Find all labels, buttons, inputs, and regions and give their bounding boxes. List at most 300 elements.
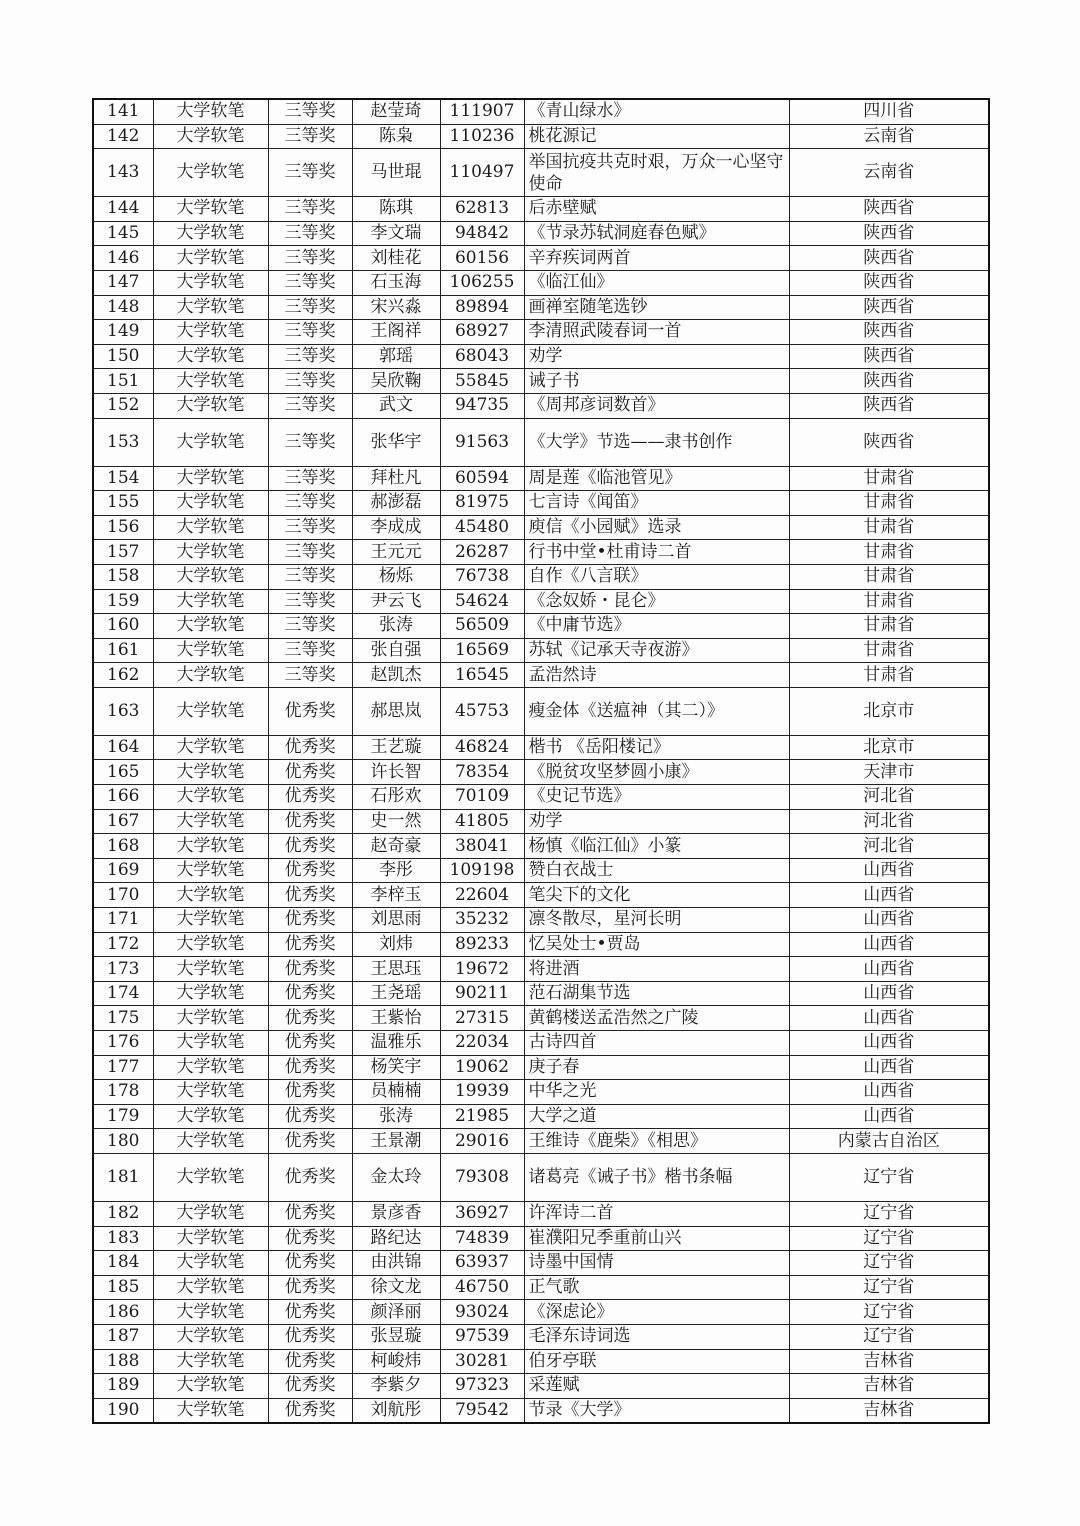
name-cell: 陈琪	[352, 197, 440, 222]
region-cell: 陕西省	[789, 344, 989, 369]
table-row	[93, 1104, 989, 1129]
table-row	[93, 369, 989, 394]
award-cell: 优秀奖	[268, 1398, 352, 1423]
category-cell: 大学软笔	[153, 149, 268, 197]
work-title-cell: 庾信《小园赋》选录	[524, 515, 789, 540]
work-title-cell: 凛冬散尽，星河长明	[524, 908, 789, 933]
entry-id-cell: 46824	[440, 735, 524, 760]
award-cell: 优秀奖	[268, 1275, 352, 1300]
row-number: 172	[93, 932, 153, 957]
award-cell: 优秀奖	[268, 834, 352, 859]
entry-id-cell: 35232	[440, 908, 524, 933]
entry-id-cell: 22034	[440, 1031, 524, 1056]
award-cell: 三等奖	[268, 124, 352, 149]
entry-id-cell: 63937	[440, 1251, 524, 1276]
name-cell: 李成成	[352, 515, 440, 540]
table-row	[93, 614, 989, 639]
table-row	[93, 908, 989, 933]
region-cell: 内蒙古自治区	[789, 1129, 989, 1154]
entry-id-cell: 94842	[440, 221, 524, 246]
name-cell: 武文	[352, 393, 440, 418]
row-number: 184	[93, 1251, 153, 1276]
entry-id-cell: 45480	[440, 515, 524, 540]
entry-id-cell: 36927	[440, 1201, 524, 1226]
work-title-cell: 后赤壁赋	[524, 197, 789, 222]
table-row	[93, 735, 989, 760]
row-number: 153	[93, 418, 153, 466]
table-row	[93, 883, 989, 908]
category-cell: 大学软笔	[153, 197, 268, 222]
entry-id-cell: 45753	[440, 687, 524, 735]
name-cell: 石玉海	[352, 270, 440, 295]
entry-id-cell: 110497	[440, 149, 524, 197]
region-cell: 河北省	[789, 785, 989, 810]
award-cell: 三等奖	[268, 466, 352, 491]
region-cell: 辽宁省	[789, 1324, 989, 1349]
row-number: 185	[93, 1275, 153, 1300]
table-row	[93, 589, 989, 614]
row-number: 164	[93, 735, 153, 760]
award-cell: 三等奖	[268, 369, 352, 394]
row-number: 158	[93, 564, 153, 589]
entry-id-cell: 21985	[440, 1104, 524, 1129]
row-number: 180	[93, 1129, 153, 1154]
entry-id-cell: 68043	[440, 344, 524, 369]
entry-id-cell: 97323	[440, 1374, 524, 1399]
table-row	[93, 957, 989, 982]
entry-id-cell: 111907	[440, 99, 524, 124]
award-cell: 优秀奖	[268, 687, 352, 735]
award-cell: 优秀奖	[268, 1300, 352, 1325]
region-cell: 北京市	[789, 687, 989, 735]
award-cell: 优秀奖	[268, 1201, 352, 1226]
name-cell: 宋兴淼	[352, 295, 440, 320]
work-title-cell: 范石湖集节选	[524, 981, 789, 1006]
name-cell: 王元元	[352, 540, 440, 565]
region-cell: 辽宁省	[789, 1201, 989, 1226]
category-cell: 大学软笔	[153, 1080, 268, 1105]
entry-id-cell: 89894	[440, 295, 524, 320]
name-cell: 陈枭	[352, 124, 440, 149]
entry-id-cell: 16569	[440, 638, 524, 663]
award-cell: 优秀奖	[268, 883, 352, 908]
table-row	[93, 809, 989, 834]
award-cell: 优秀奖	[268, 1324, 352, 1349]
work-title-cell: 《周邦彦词数首》	[524, 393, 789, 418]
region-cell: 吉林省	[789, 1374, 989, 1399]
award-cell: 优秀奖	[268, 1251, 352, 1276]
category-cell: 大学软笔	[153, 344, 268, 369]
award-cell: 优秀奖	[268, 1080, 352, 1105]
category-cell: 大学软笔	[153, 369, 268, 394]
work-title-cell: 《青山绿水》	[524, 99, 789, 124]
category-cell: 大学软笔	[153, 834, 268, 859]
work-title-cell: 《史记节选》	[524, 785, 789, 810]
work-title-cell: 黄鹤楼送孟浩然之广陵	[524, 1006, 789, 1031]
name-cell: 王思珏	[352, 957, 440, 982]
row-number: 167	[93, 809, 153, 834]
category-cell: 大学软笔	[153, 295, 268, 320]
table-row	[93, 1251, 989, 1276]
category-cell: 大学软笔	[153, 1324, 268, 1349]
name-cell: 杨笑宇	[352, 1055, 440, 1080]
row-number: 175	[93, 1006, 153, 1031]
name-cell: 拜杜凡	[352, 466, 440, 491]
table-row	[93, 1006, 989, 1031]
award-cell: 三等奖	[268, 491, 352, 516]
category-cell: 大学软笔	[153, 735, 268, 760]
award-cell: 三等奖	[268, 197, 352, 222]
row-number: 143	[93, 149, 153, 197]
table-row	[93, 149, 989, 197]
row-number: 177	[93, 1055, 153, 1080]
name-cell: 石彤欢	[352, 785, 440, 810]
work-title-cell: 《节录苏轼洞庭春色赋》	[524, 221, 789, 246]
award-cell: 优秀奖	[268, 809, 352, 834]
table-row	[93, 1055, 989, 1080]
region-cell: 陕西省	[789, 393, 989, 418]
work-title-cell: 将进酒	[524, 957, 789, 982]
entry-id-cell: 93024	[440, 1300, 524, 1325]
region-cell: 陕西省	[789, 295, 989, 320]
table-row	[93, 981, 989, 1006]
name-cell: 许长智	[352, 760, 440, 785]
region-cell: 云南省	[789, 149, 989, 197]
work-title-cell: 许浑诗二首	[524, 1201, 789, 1226]
entry-id-cell: 26287	[440, 540, 524, 565]
category-cell: 大学软笔	[153, 270, 268, 295]
region-cell: 山西省	[789, 1055, 989, 1080]
work-title-cell: 楷书 《岳阳楼记》	[524, 735, 789, 760]
name-cell: 金太玲	[352, 1153, 440, 1201]
region-cell: 甘肃省	[789, 466, 989, 491]
entry-id-cell: 55845	[440, 369, 524, 394]
region-cell: 陕西省	[789, 418, 989, 466]
work-title-cell: 伯牙亭联	[524, 1349, 789, 1374]
award-cell: 优秀奖	[268, 908, 352, 933]
name-cell: 郝思岚	[352, 687, 440, 735]
name-cell: 王紫怡	[352, 1006, 440, 1031]
award-cell: 优秀奖	[268, 1055, 352, 1080]
category-cell: 大学软笔	[153, 858, 268, 883]
name-cell: 赵凯杰	[352, 663, 440, 688]
row-number: 188	[93, 1349, 153, 1374]
row-number: 160	[93, 614, 153, 639]
name-cell: 史一然	[352, 809, 440, 834]
row-number: 189	[93, 1374, 153, 1399]
award-cell: 三等奖	[268, 589, 352, 614]
region-cell: 辽宁省	[789, 1153, 989, 1201]
row-number: 190	[93, 1398, 153, 1423]
table-row	[93, 932, 989, 957]
name-cell: 张涛	[352, 614, 440, 639]
category-cell: 大学软笔	[153, 687, 268, 735]
region-cell: 山西省	[789, 858, 989, 883]
work-title-cell: 庚子春	[524, 1055, 789, 1080]
name-cell: 吴欣鞠	[352, 369, 440, 394]
table-row	[93, 270, 989, 295]
work-title-cell: 王维诗《鹿柴》《相思》	[524, 1129, 789, 1154]
category-cell: 大学软笔	[153, 760, 268, 785]
entry-id-cell: 60594	[440, 466, 524, 491]
name-cell: 温雅乐	[352, 1031, 440, 1056]
awards-table	[92, 98, 990, 1424]
entry-id-cell: 76738	[440, 564, 524, 589]
category-cell: 大学软笔	[153, 564, 268, 589]
name-cell: 刘桂花	[352, 246, 440, 271]
work-title-cell: 正气歌	[524, 1275, 789, 1300]
name-cell: 景彦香	[352, 1201, 440, 1226]
name-cell: 王景潮	[352, 1129, 440, 1154]
award-cell: 优秀奖	[268, 785, 352, 810]
work-title-cell: 诸葛亮《诫子书》楷书条幅	[524, 1153, 789, 1201]
table-row	[93, 246, 989, 271]
work-title-cell: 苏轼《记承天寺夜游》	[524, 638, 789, 663]
region-cell: 四川省	[789, 99, 989, 124]
region-cell: 甘肃省	[789, 491, 989, 516]
row-number: 168	[93, 834, 153, 859]
work-title-cell: 劝学	[524, 809, 789, 834]
table-row	[93, 197, 989, 222]
name-cell: 张昱璇	[352, 1324, 440, 1349]
award-cell: 三等奖	[268, 614, 352, 639]
region-cell: 云南省	[789, 124, 989, 149]
award-cell: 优秀奖	[268, 932, 352, 957]
row-number: 165	[93, 760, 153, 785]
category-cell: 大学软笔	[153, 515, 268, 540]
category-cell: 大学软笔	[153, 1201, 268, 1226]
region-cell: 甘肃省	[789, 515, 989, 540]
category-cell: 大学软笔	[153, 1275, 268, 1300]
entry-id-cell: 38041	[440, 834, 524, 859]
category-cell: 大学软笔	[153, 809, 268, 834]
name-cell: 员楠楠	[352, 1080, 440, 1105]
category-cell: 大学软笔	[153, 393, 268, 418]
work-title-cell: 七言诗《闻笛》	[524, 491, 789, 516]
category-cell: 大学软笔	[153, 981, 268, 1006]
entry-id-cell: 29016	[440, 1129, 524, 1154]
category-cell: 大学软笔	[153, 1251, 268, 1276]
work-title-cell: 采莲赋	[524, 1374, 789, 1399]
work-title-cell: 李清照武陵春词一首	[524, 320, 789, 345]
work-title-cell: 诗墨中国情	[524, 1251, 789, 1276]
region-cell: 山西省	[789, 932, 989, 957]
category-cell: 大学软笔	[153, 1398, 268, 1423]
region-cell: 山西省	[789, 1104, 989, 1129]
award-cell: 三等奖	[268, 320, 352, 345]
category-cell: 大学软笔	[153, 1055, 268, 1080]
name-cell: 郝澎磊	[352, 491, 440, 516]
row-number: 146	[93, 246, 153, 271]
table-row	[93, 1398, 989, 1423]
table-row	[93, 320, 989, 345]
work-title-cell: 劝学	[524, 344, 789, 369]
award-cell: 三等奖	[268, 515, 352, 540]
region-cell: 辽宁省	[789, 1226, 989, 1251]
entry-id-cell: 90211	[440, 981, 524, 1006]
table-row	[93, 540, 989, 565]
category-cell: 大学软笔	[153, 932, 268, 957]
entry-id-cell: 62813	[440, 197, 524, 222]
entry-id-cell: 94735	[440, 393, 524, 418]
work-title-cell: 《脱贫攻坚梦圆小康》	[524, 760, 789, 785]
region-cell: 河北省	[789, 809, 989, 834]
category-cell: 大学软笔	[153, 246, 268, 271]
table-row	[93, 687, 989, 735]
row-number: 148	[93, 295, 153, 320]
work-title-cell: 崔濮阳兄季重前山兴	[524, 1226, 789, 1251]
region-cell: 陕西省	[789, 197, 989, 222]
table-row	[93, 515, 989, 540]
entry-id-cell: 109198	[440, 858, 524, 883]
award-cell: 优秀奖	[268, 981, 352, 1006]
entry-id-cell: 78354	[440, 760, 524, 785]
name-cell: 刘航彤	[352, 1398, 440, 1423]
table-row	[93, 491, 989, 516]
name-cell: 尹云飞	[352, 589, 440, 614]
category-cell: 大学软笔	[153, 1226, 268, 1251]
entry-id-cell: 79308	[440, 1153, 524, 1201]
table-row	[93, 418, 989, 466]
row-number: 147	[93, 270, 153, 295]
row-number: 173	[93, 957, 153, 982]
table-row	[93, 1031, 989, 1056]
work-title-cell: 赞白衣战士	[524, 858, 789, 883]
category-cell: 大学软笔	[153, 320, 268, 345]
category-cell: 大学软笔	[153, 1349, 268, 1374]
award-cell: 三等奖	[268, 393, 352, 418]
row-number: 179	[93, 1104, 153, 1129]
region-cell: 北京市	[789, 735, 989, 760]
category-cell: 大学软笔	[153, 957, 268, 982]
category-cell: 大学软笔	[153, 124, 268, 149]
work-title-cell: 大学之道	[524, 1104, 789, 1129]
work-title-cell: 《深虑论》	[524, 1300, 789, 1325]
row-number: 154	[93, 466, 153, 491]
row-number: 159	[93, 589, 153, 614]
table-row	[93, 1201, 989, 1226]
entry-id-cell: 22604	[440, 883, 524, 908]
name-cell: 王阁祥	[352, 320, 440, 345]
name-cell: 赵奇豪	[352, 834, 440, 859]
row-number: 150	[93, 344, 153, 369]
table-row	[93, 1374, 989, 1399]
table-row	[93, 785, 989, 810]
category-cell: 大学软笔	[153, 638, 268, 663]
row-number: 187	[93, 1324, 153, 1349]
region-cell: 甘肃省	[789, 564, 989, 589]
name-cell: 杨烁	[352, 564, 440, 589]
row-number: 181	[93, 1153, 153, 1201]
entry-id-cell: 19939	[440, 1080, 524, 1105]
work-title-cell: 《中庸节选》	[524, 614, 789, 639]
table-row	[93, 858, 989, 883]
category-cell: 大学软笔	[153, 883, 268, 908]
region-cell: 山西省	[789, 1080, 989, 1105]
award-cell: 三等奖	[268, 418, 352, 466]
name-cell: 张自强	[352, 638, 440, 663]
region-cell: 陕西省	[789, 246, 989, 271]
category-cell: 大学软笔	[153, 1006, 268, 1031]
row-number: 162	[93, 663, 153, 688]
name-cell: 赵莹琦	[352, 99, 440, 124]
row-number: 142	[93, 124, 153, 149]
table-row	[93, 99, 989, 124]
region-cell: 山西省	[789, 981, 989, 1006]
name-cell: 张涛	[352, 1104, 440, 1129]
row-number: 183	[93, 1226, 153, 1251]
table-row	[93, 1080, 989, 1105]
table-row	[93, 1153, 989, 1201]
work-title-cell: 辛弃疾词两首	[524, 246, 789, 271]
row-number: 166	[93, 785, 153, 810]
table-row	[93, 834, 989, 859]
region-cell: 山西省	[789, 957, 989, 982]
region-cell: 山西省	[789, 1006, 989, 1031]
work-title-cell: 孟浩然诗	[524, 663, 789, 688]
name-cell: 张华宇	[352, 418, 440, 466]
category-cell: 大学软笔	[153, 221, 268, 246]
entry-id-cell: 79542	[440, 1398, 524, 1423]
region-cell: 陕西省	[789, 270, 989, 295]
award-cell: 优秀奖	[268, 1129, 352, 1154]
region-cell: 辽宁省	[789, 1300, 989, 1325]
work-title-cell: 古诗四首	[524, 1031, 789, 1056]
work-title-cell: 自作《八言联》	[524, 564, 789, 589]
row-number: 186	[93, 1300, 153, 1325]
region-cell: 甘肃省	[789, 663, 989, 688]
table-row	[93, 1349, 989, 1374]
award-cell: 优秀奖	[268, 735, 352, 760]
region-cell: 辽宁省	[789, 1275, 989, 1300]
award-cell: 优秀奖	[268, 957, 352, 982]
entry-id-cell: 81975	[440, 491, 524, 516]
table-row	[93, 1324, 989, 1349]
award-cell: 优秀奖	[268, 760, 352, 785]
work-title-cell: 周是莲《临池管见》	[524, 466, 789, 491]
name-cell: 刘思雨	[352, 908, 440, 933]
category-cell: 大学软笔	[153, 1129, 268, 1154]
work-title-cell: 节录《大学》	[524, 1398, 789, 1423]
table-row	[93, 638, 989, 663]
region-cell: 甘肃省	[789, 614, 989, 639]
category-cell: 大学软笔	[153, 466, 268, 491]
region-cell: 陕西省	[789, 221, 989, 246]
work-title-cell: 瘦金体《送瘟神（其二）》	[524, 687, 789, 735]
entry-id-cell: 54624	[440, 589, 524, 614]
entry-id-cell: 56509	[440, 614, 524, 639]
name-cell: 李彤	[352, 858, 440, 883]
row-number: 161	[93, 638, 153, 663]
region-cell: 甘肃省	[789, 540, 989, 565]
work-title-cell: 忆吴处士•贾岛	[524, 932, 789, 957]
name-cell: 郭瑶	[352, 344, 440, 369]
region-cell: 吉林省	[789, 1398, 989, 1423]
name-cell: 李文瑞	[352, 221, 440, 246]
category-cell: 大学软笔	[153, 418, 268, 466]
work-title-cell: 杨慎《临江仙》小篆	[524, 834, 789, 859]
table-body	[93, 99, 989, 1423]
entry-id-cell: 60156	[440, 246, 524, 271]
award-cell: 三等奖	[268, 295, 352, 320]
table-row	[93, 1129, 989, 1154]
work-title-cell: 诫子书	[524, 369, 789, 394]
award-cell: 三等奖	[268, 564, 352, 589]
award-cell: 优秀奖	[268, 1153, 352, 1201]
name-cell: 颜泽丽	[352, 1300, 440, 1325]
name-cell: 李紫夕	[352, 1374, 440, 1399]
category-cell: 大学软笔	[153, 99, 268, 124]
